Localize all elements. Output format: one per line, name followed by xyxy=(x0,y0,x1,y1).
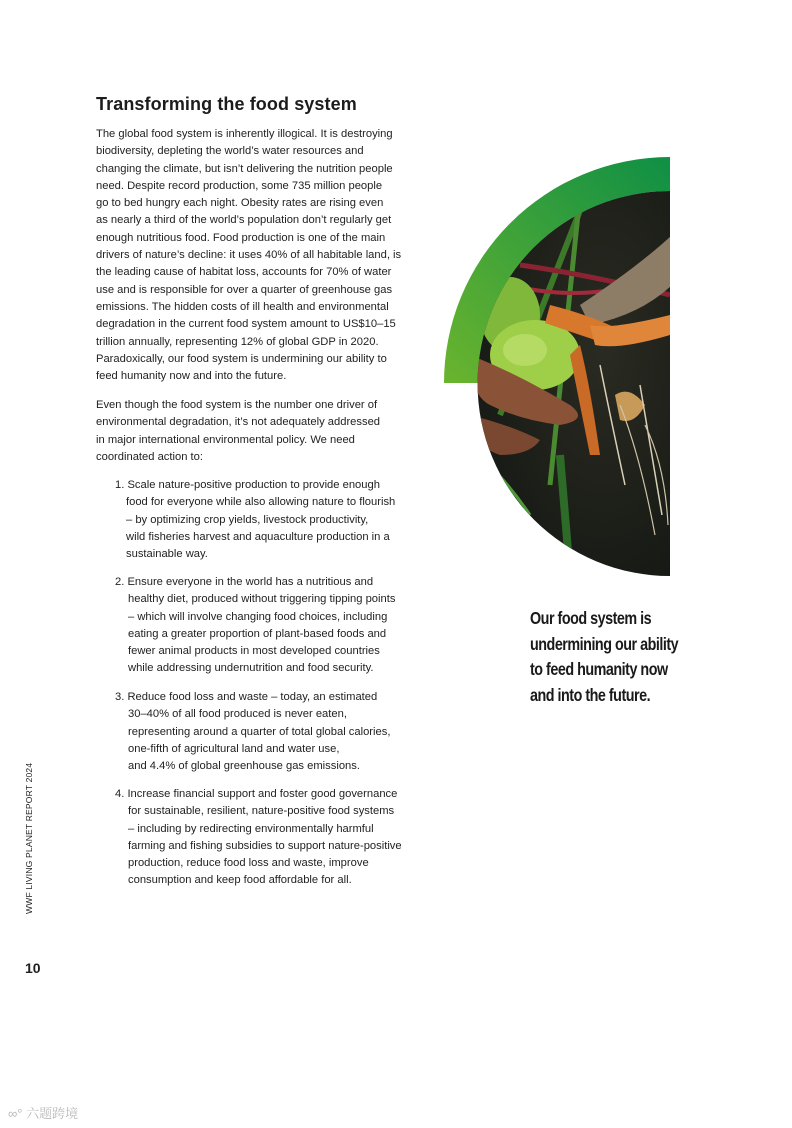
list-line: food for everyone while also allowing nature to flourish xyxy=(126,496,396,509)
intro-line: biodiversity, depleting the world’s water resources and xyxy=(96,145,364,158)
list-line: wild fisheries harvest and aquaculture production in a xyxy=(126,530,390,543)
list-line: one-fifth of agricultural land and water use, xyxy=(128,742,340,755)
list-line: 4. Increase financial support and foster good governance xyxy=(115,788,398,800)
list-line: – which will involve changing food choices, including xyxy=(128,610,388,623)
list-item xyxy=(115,689,390,775)
list-line: farming and fishing subsidies to support nature-positive xyxy=(128,839,402,852)
pull-quote-line: to feed humanity now xyxy=(530,659,668,679)
watermark-text: 六题跨境 xyxy=(26,1106,79,1121)
intro-line: as nearly a third of the world’s population don’t regularly get xyxy=(96,214,392,227)
list-line: 2. Ensure everyone in the world has a nutritious and xyxy=(115,576,374,588)
pull-quote-line: and into the future. xyxy=(530,684,651,705)
list-line: eating a greater proportion of plant-based foods and xyxy=(128,627,387,640)
list-line: fewer animal products in most developed countries xyxy=(128,645,380,658)
intro-line: degradation in the current food system amount to US$10–15 xyxy=(96,318,396,331)
list-line: 1. Scale nature-positive production to provide enough xyxy=(115,479,380,491)
intro-paragraph xyxy=(96,126,426,385)
second-line: in major international environmental policy. We need xyxy=(96,433,355,446)
pull-quote-line: undermining our ability xyxy=(530,633,679,654)
intro-line: The global food system is inherently illogical. It is destroying xyxy=(96,128,393,140)
list-line: 3. Reduce food loss and waste – today, an estimated xyxy=(115,691,378,703)
intro-line: need. Despite record production, some 735 million people xyxy=(96,179,383,192)
pull-quote-line: Our food system is xyxy=(530,608,652,628)
second-line: Even though the food system is the number one driver of xyxy=(96,399,378,411)
vegetables-photo xyxy=(440,155,672,581)
report-sidebar-label: WWF LIVING PLANET REPORT 2024 xyxy=(24,762,34,914)
intro-line: changing the climate, but isn’t delivering the nutrition people xyxy=(96,162,393,175)
list-line: while addressing undernutrition and food security. xyxy=(128,662,374,675)
watermark xyxy=(8,1103,78,1122)
list-line: consumption and keep food affordable for all. xyxy=(128,874,352,887)
page-title: Transforming the food system xyxy=(96,94,357,114)
list-line: – including by redirecting environmentally harmful xyxy=(128,822,374,835)
intro-line: go to bed hungry each night. Obesity rates are rising even xyxy=(96,197,384,210)
intro-line: emissions. The hidden costs of ill health and environmental xyxy=(96,300,389,313)
intro-line: use and is responsible for over a quarter of greenhouse gas xyxy=(96,283,393,296)
intro-line: trillion annually, representing 12% of global GDP in 2020. xyxy=(96,335,379,348)
list-line: and 4.4% of global greenhouse gas emissions. xyxy=(128,760,360,773)
second-line: coordinated action to: xyxy=(96,450,203,463)
watermark-logo-icon: ∞° xyxy=(8,1106,23,1121)
list-line: for sustainable, resilient, nature-positive food systems xyxy=(128,805,395,818)
intro-line: the leading cause of habitat loss, accounts for 70% of water xyxy=(96,266,392,279)
list-line: representing around a quarter of total global calories, xyxy=(128,725,391,738)
list-line: production, reduce food loss and waste, improve xyxy=(128,857,369,870)
intro-line: feed humanity now and into the future. xyxy=(96,370,287,383)
pull-quote xyxy=(530,606,678,708)
page-number: 10 xyxy=(25,960,41,976)
intro-line: Paradoxically, our food system is undermining our ability to xyxy=(96,352,387,365)
second-paragraph xyxy=(96,397,426,466)
list-line: sustainable way. xyxy=(126,548,208,561)
list-line: – by optimizing crop yields, livestock productivity, xyxy=(126,513,369,526)
list-item xyxy=(115,786,402,890)
list-line: 30–40% of all food produced is never eaten, xyxy=(128,708,347,721)
list-item xyxy=(115,574,395,678)
list-item xyxy=(115,477,395,563)
intro-line: enough nutritious food. Food production is one of the main xyxy=(96,231,386,244)
list-line: healthy diet, produced without triggering tipping points xyxy=(128,593,396,606)
second-line: environmental degradation, it’s not adequately addressed xyxy=(96,416,381,429)
intro-line: drivers of nature’s decline: it uses 40% of all habitable land, is xyxy=(96,249,402,262)
